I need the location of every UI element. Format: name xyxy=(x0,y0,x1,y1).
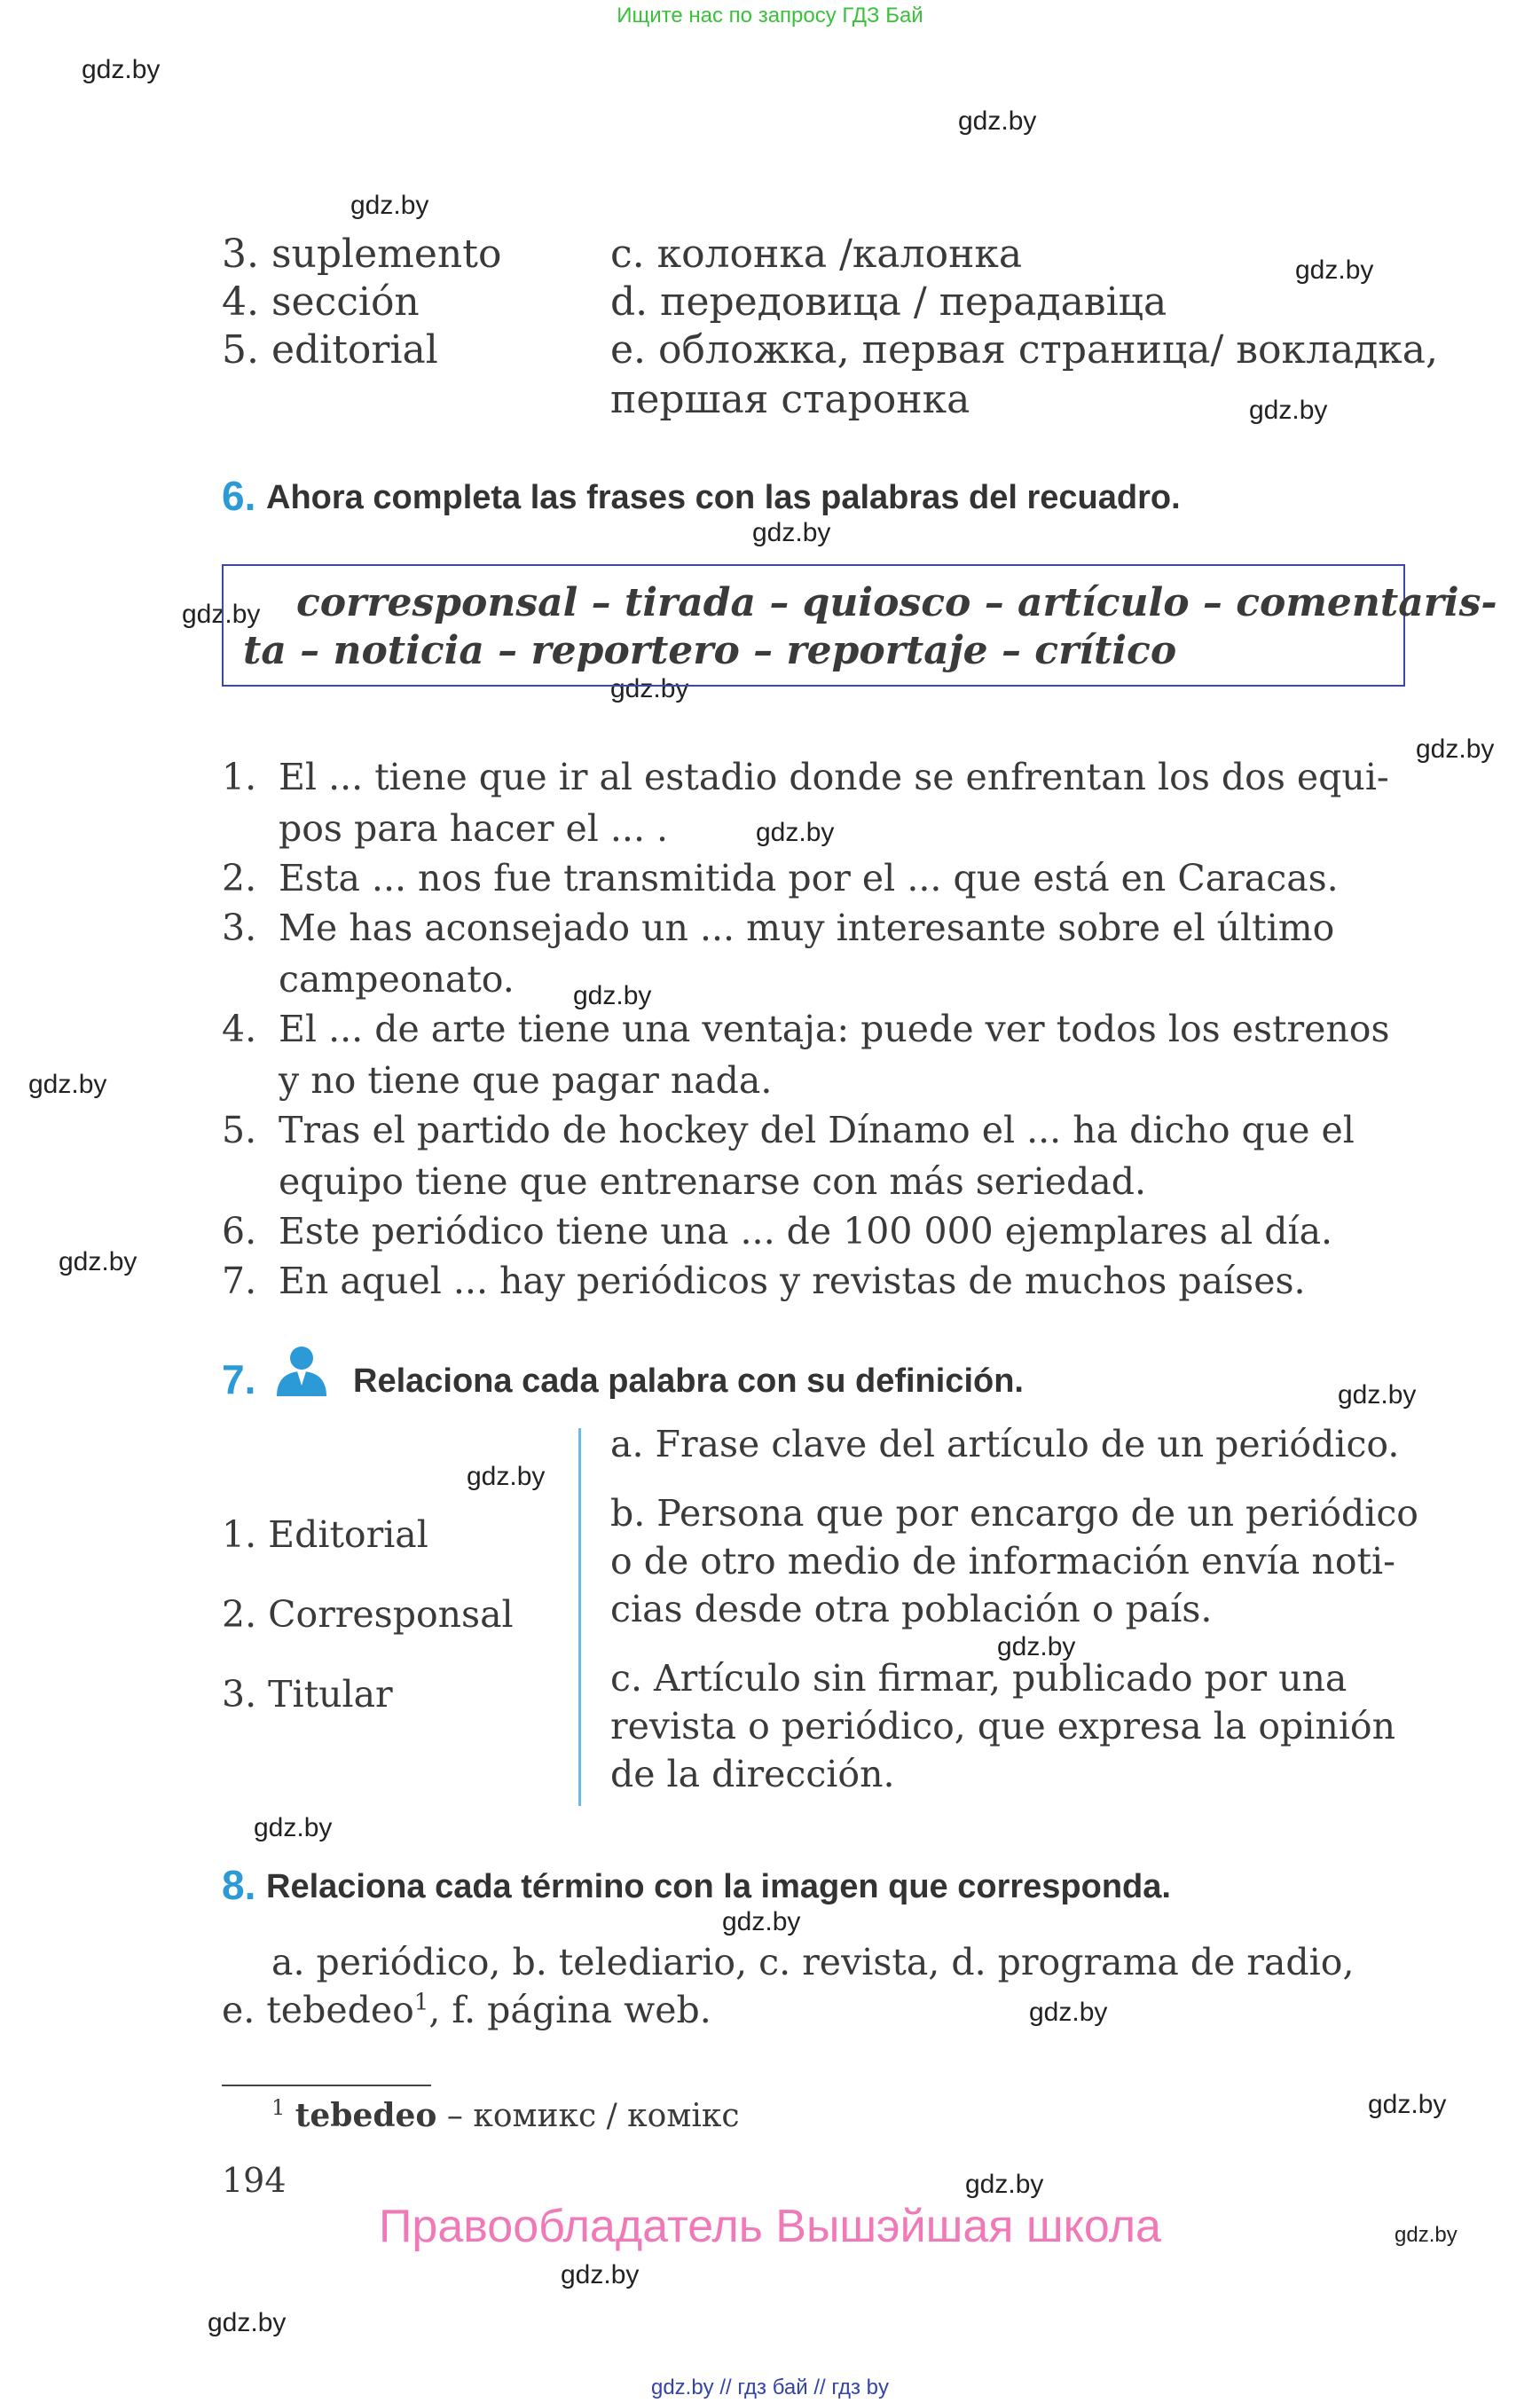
watermark: gdz.by xyxy=(59,1247,138,1276)
sentence-number: 1. xyxy=(222,756,257,798)
match-word: 3. Titular xyxy=(222,1673,393,1716)
vocab-right-item: d. передовица / перадавіца xyxy=(610,279,1167,325)
bottom-links[interactable]: gdz.by // гдз бай // гдз by xyxy=(650,2376,890,2399)
task-8-title: Relaciona cada término con la imagen que corresponda. xyxy=(266,1868,1171,1905)
vocab-left-item: 3. suplemento xyxy=(222,232,502,277)
match-word: 2. Corresponsal xyxy=(222,1593,514,1636)
vocab-right-item: першая старонка xyxy=(610,377,970,422)
watermark: gdz.by xyxy=(958,106,1037,136)
task-8-number: 8. xyxy=(222,1862,256,1908)
definition-line: cias desde otra población o país. xyxy=(610,1588,1213,1630)
sentence-item xyxy=(222,907,1410,1013)
watermark: gdz.by xyxy=(965,2170,1044,2199)
definition-line: de la dirección. xyxy=(610,1753,895,1795)
sentence-line: El ... tiene que ir al estadio donde se enfrentan los dos equi- xyxy=(279,756,1389,798)
sentence-line: Me has aconsejado un ... muy interesante sobre el último xyxy=(279,907,1335,949)
sentence-line: pos para hacer el ... . xyxy=(279,807,669,850)
task-7-number: 7. xyxy=(222,1356,256,1402)
word-box-line: corresponsal – tirada – quiosco – artículo – comentaris- xyxy=(296,580,1497,625)
watermark: gdz.by xyxy=(752,518,831,547)
page-number: 194 xyxy=(222,2161,287,2200)
watermark: gdz.by xyxy=(1338,1380,1417,1410)
rights-holder: Правообладатель Вышэйшая школа xyxy=(379,2201,1161,2252)
footnote-divider xyxy=(222,2085,431,2086)
sentence-item xyxy=(222,1008,1410,1114)
footnote xyxy=(271,2095,740,2134)
watermark: gdz.by xyxy=(208,2308,287,2337)
sentence-number: 3. xyxy=(222,907,257,949)
task-6-number: 6. xyxy=(222,473,256,519)
task-8-line xyxy=(222,1989,711,2031)
watermark: gdz.by xyxy=(1416,734,1495,764)
sentence-number: 6. xyxy=(222,1210,257,1253)
task-8-text: e. tebedeo xyxy=(222,1989,414,2031)
definition-line: b. Persona que por encargo de un periódico xyxy=(610,1492,1418,1535)
task-7-title: Relaciona cada palabra con su definición. xyxy=(353,1362,1024,1400)
word-box-line: ta – noticia – reportero – reportaje – crítico xyxy=(243,628,1177,673)
task-8-line: a. periódico, b. telediario, c. revista, d. programa de radio, xyxy=(271,1941,1355,1983)
vocab-left-item: 5. editorial xyxy=(222,327,438,373)
watermark: gdz.by xyxy=(997,1632,1076,1661)
watermark: gdz.by xyxy=(182,600,261,629)
sentence-line: y no tiene que pagar nada. xyxy=(279,1059,773,1102)
footnote-term: tebedeo xyxy=(295,2097,437,2134)
definition-line: c. Artículo sin firmar, publicado por una xyxy=(610,1657,1348,1700)
sentence-line: Este periódico tiene una ... de 100 000 ejemplares al día. xyxy=(279,1210,1333,1253)
watermark: gdz.by xyxy=(1395,2223,1458,2247)
match-word: 1. Editorial xyxy=(222,1513,428,1556)
sentence-line: En aquel ... hay periódicos y revistas de muchos países. xyxy=(279,1260,1306,1302)
sentence-item xyxy=(222,1210,1410,1263)
top-banner[interactable]: Ищите нас по запросу ГДЗ Бай xyxy=(617,4,923,27)
sentence-number: 4. xyxy=(222,1008,257,1050)
definition-line: o de otro medio de información envía noti- xyxy=(610,1540,1395,1582)
watermark: gdz.by xyxy=(1249,396,1328,425)
sentence-line: Tras el partido de hockey del Dínamo el ... ha dicho que el xyxy=(279,1109,1355,1151)
watermark: gdz.by xyxy=(1029,1998,1108,2027)
watermark: gdz.by xyxy=(467,1462,546,1491)
sentence-line: campeonato. xyxy=(279,958,515,1001)
column-divider xyxy=(578,1428,581,1806)
watermark: gdz.by xyxy=(722,1907,801,1936)
watermark: gdz.by xyxy=(573,981,652,1010)
watermark: gdz.by xyxy=(1295,255,1374,285)
sentence-line: El ... de arte tiene una ventaja: puede ver todos los estrenos xyxy=(279,1008,1390,1050)
sentence-line: Esta ... nos fue transmitida por el ... que está en Caracas. xyxy=(279,857,1339,899)
sentence-item xyxy=(222,857,1410,910)
footnote-mark: 1 xyxy=(271,2095,286,2120)
sentence-item xyxy=(222,1109,1410,1215)
watermark: gdz.by xyxy=(610,674,689,703)
watermark: gdz.by xyxy=(561,2260,640,2289)
task-6-title: Ahora completa las frases con las palabras del recuadro. xyxy=(266,479,1181,516)
watermark: gdz.by xyxy=(28,1070,107,1099)
vocab-right-item: e. обложка, первая страница/ вокладка, xyxy=(610,327,1439,373)
person-icon xyxy=(273,1345,330,1396)
sentence-number: 2. xyxy=(222,857,257,899)
vocab-right-item: c. колонка /калонка xyxy=(610,232,1023,277)
sentence-line: equipo tiene que entrenarse con más seriedad. xyxy=(279,1160,1147,1203)
footnote-text: – комикс / комікс xyxy=(436,2098,740,2134)
sentence-item xyxy=(222,756,1410,862)
watermark: gdz.by xyxy=(254,1813,333,1842)
watermark: gdz.by xyxy=(350,191,429,220)
footnote-ref[interactable]: 1 xyxy=(413,1989,429,2016)
vocab-left-item: 4. sección xyxy=(222,279,420,325)
definition-line: revista o periódico, que expresa la opinión xyxy=(610,1705,1396,1747)
watermark: gdz.by xyxy=(1368,2090,1447,2119)
task-8-text: , f. página web. xyxy=(428,1989,711,2031)
watermark: gdz.by xyxy=(82,55,161,84)
sentence-item xyxy=(222,1260,1410,1313)
definition-line: a. Frase clave del artículo de un periódico. xyxy=(610,1423,1400,1465)
sentence-number: 5. xyxy=(222,1109,257,1151)
sentence-number: 7. xyxy=(222,1260,257,1302)
watermark: gdz.by xyxy=(756,818,835,847)
